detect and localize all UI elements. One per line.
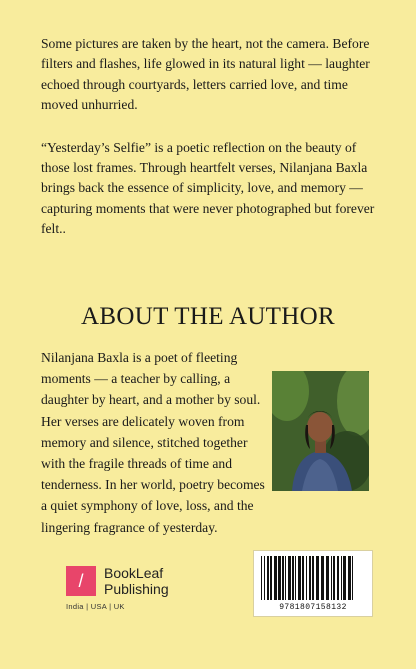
publisher-name-line: BookLeaf <box>104 565 164 581</box>
publisher-mark-icon: / <box>66 566 96 596</box>
author-bio: Nilanjana Baxla is a poet of fleeting moments — a teacher by calling, a daughter by heart, and a mother by soul. Her verses are delicately woven from memory and silence, stitched together with the fragile threads of time and tenderness. In her world, poetry becomes a quiet symphony of love, loss, and the lingering fragrance of yesterday. <box>41 350 265 535</box>
barcode-bar <box>278 556 281 600</box>
barcode-bars <box>260 556 366 600</box>
barcode-bar <box>341 556 342 600</box>
barcode-bar <box>302 556 304 600</box>
barcode-bar <box>306 556 307 600</box>
about-author-heading: ABOUT THE AUTHOR <box>81 303 335 330</box>
publisher-logo <box>66 566 206 618</box>
barcode-bar <box>321 556 324 600</box>
publisher-name <box>104 565 169 597</box>
barcode-bar <box>333 556 335 600</box>
barcode-bar <box>352 556 353 600</box>
publisher-name-line: Publishing <box>104 581 169 597</box>
barcode-bar <box>316 556 319 600</box>
blurb-paragraph: Some pictures are taken by the heart, not the camera. Before filters and flashes, life glowed in its natural light — laughter echoed through courtyards, letters carried love, and time moved unhurried. <box>41 36 370 113</box>
author-photo <box>272 371 369 491</box>
back-cover-blurb <box>41 34 381 262</box>
barcode-bar <box>288 556 291 600</box>
barcode-bar <box>309 556 311 600</box>
barcode-bar <box>292 556 294 600</box>
isbn-barcode <box>253 550 373 617</box>
isbn-number: 9781807158132 <box>279 603 347 612</box>
barcode-bar <box>270 556 272 600</box>
barcode-bar <box>274 556 277 600</box>
barcode-bar <box>337 556 339 600</box>
publisher-regions: India | USA | UK <box>66 602 125 611</box>
barcode-bar <box>282 556 284 600</box>
barcode-bar <box>312 556 314 600</box>
blurb-paragraph: “Yesterday’s Selfie” is a poetic reflection on the beauty of those lost frames. Through heartfelt verses, Nilanjana Baxla brings back the essence of simplicity, love, and memory — capturing moments that were never photographed but forever felt.. <box>41 139 375 237</box>
barcode-bar <box>348 556 351 600</box>
barcode-bar <box>264 556 265 600</box>
barcode-bar <box>326 556 329 600</box>
barcode-bar <box>285 556 286 600</box>
barcode-bar <box>298 556 301 600</box>
barcode-bar <box>261 556 262 600</box>
barcode-bar <box>343 556 346 600</box>
barcode-bar <box>295 556 296 600</box>
barcode-bar <box>267 556 269 600</box>
barcode-bar <box>331 556 332 600</box>
